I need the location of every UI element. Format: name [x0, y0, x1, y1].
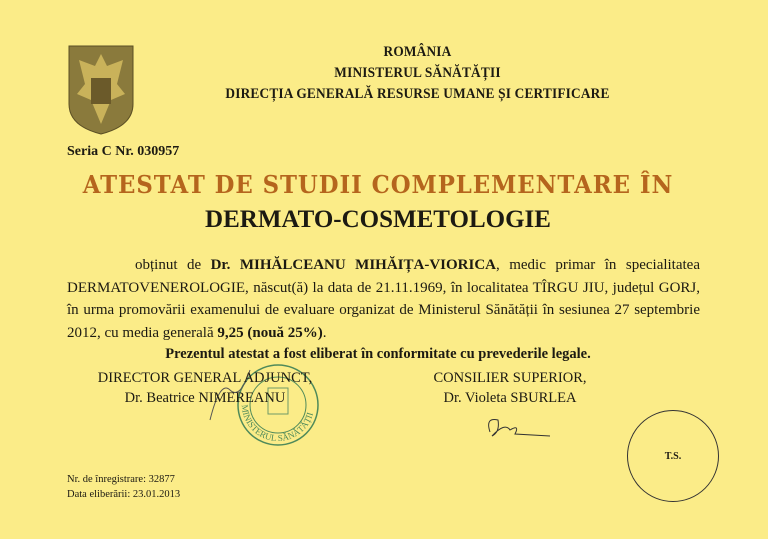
registration-number: Nr. de înregistrare: 32877: [67, 474, 175, 485]
issue-date: Data eliberării: 23.01.2013: [67, 489, 181, 500]
holder-name: Dr. MIHĂLCEANU MIHĂIȚA-VIORICA: [210, 257, 497, 273]
certificate-body: [67, 254, 700, 344]
seal-placeholder: T.S.: [627, 410, 719, 502]
body-text: .: [322, 324, 327, 341]
signature-icon: [480, 412, 560, 442]
grade: 9,25 (nouă 25%): [217, 324, 323, 341]
left-signature-block: [80, 368, 330, 408]
signatory-name: Dr. Beatrice NIMEREANU: [124, 390, 286, 406]
certificate-specialty: DERMATO-COSMETOLOGIE: [205, 206, 551, 233]
legal-statement: Prezentul atestat a fost eliberat în conformitate cu prevederile legale.: [165, 346, 591, 362]
stamp-text: MINISTERUL SĂNĂTĂȚII: [239, 404, 315, 444]
signatory-title: CONSILIER SUPERIOR,: [433, 370, 587, 386]
header-directorate: DIRECȚIA GENERALĂ RESURSE UMANE ȘI CERTIFICARE: [225, 86, 610, 102]
header-country: ROMÂNIA: [383, 44, 452, 60]
body-text: obținut de: [135, 257, 211, 273]
coat-of-arms-icon: [67, 44, 135, 136]
header-ministry: MINISTERUL SĂNĂTĂȚII: [334, 65, 501, 81]
signatory-name: Dr. Violeta SBURLEA: [443, 390, 577, 406]
signatory-title: DIRECTOR GENERAL ADJUNCT,: [97, 370, 313, 386]
right-signature-block: [420, 368, 600, 408]
body-text: , medic primar în specialitatea DERMATOVENEROLOGIE, născut(ă) la data de 21.11.1969, în localitatea TÎRGU JIU, județul GORJ, în urma promovării examenului de evaluare organizat de Ministerul Sănătății în sesiunea 27 septembrie 2012, cu media generală: [67, 257, 700, 341]
series-number: Seria C Nr. 030957: [67, 144, 180, 159]
certificate-title: ATESTAT DE STUDII COMPLEMENTARE ÎN: [82, 170, 674, 199]
svg-text:MINISTERUL SĂNĂTĂȚII: [240, 404, 315, 443]
